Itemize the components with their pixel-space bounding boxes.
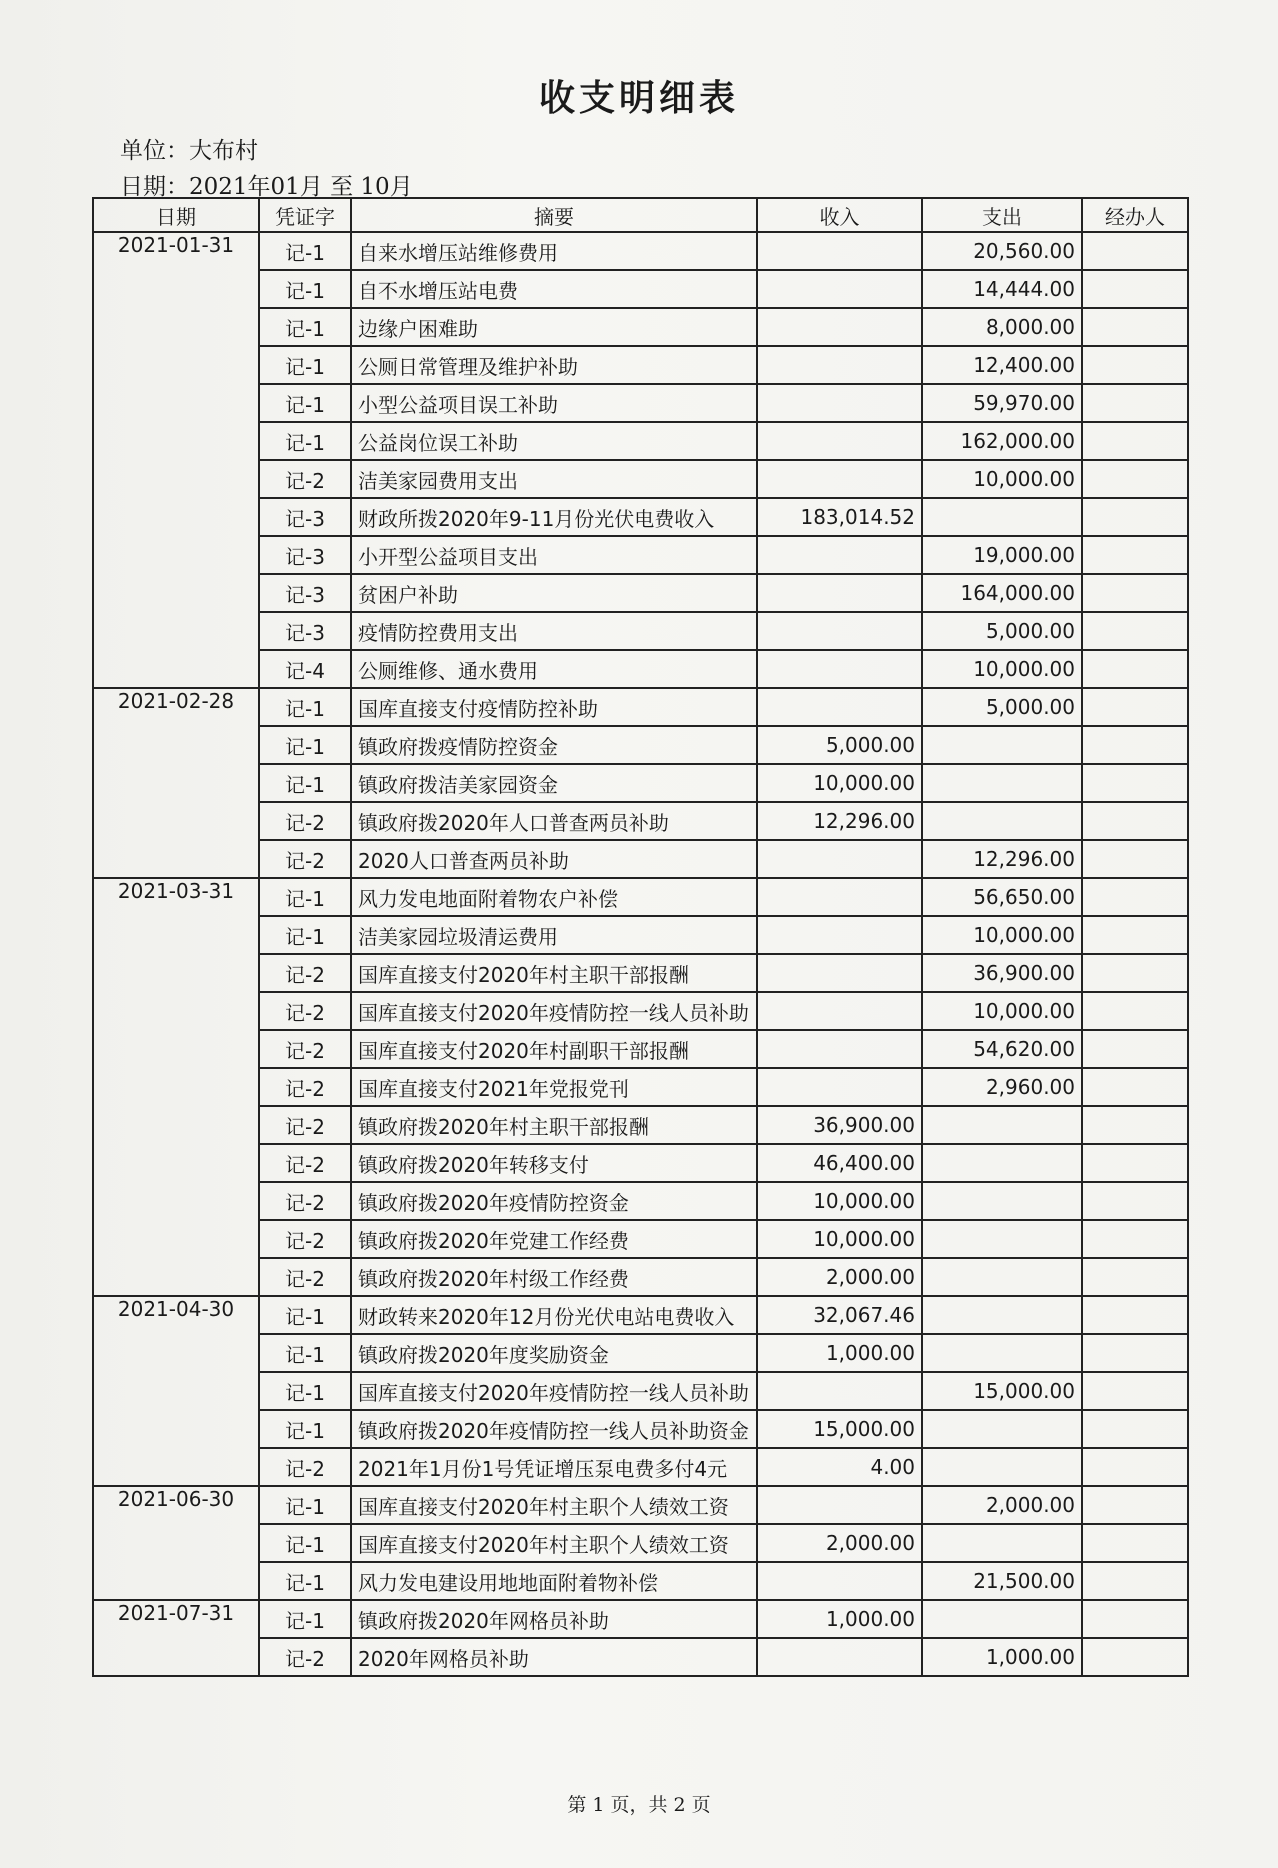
summary-cell: 国库直接支付2020年村主职干部报酬 (351, 954, 757, 992)
handler-cell (1082, 1106, 1188, 1144)
summary-cell: 国库直接支付2020年村主职个人绩效工资 (351, 1524, 757, 1562)
voucher-cell: 记-3 (259, 612, 351, 650)
handler-cell (1082, 688, 1188, 726)
income-cell: 4.00 (757, 1448, 922, 1486)
table-row (93, 1486, 1188, 1524)
income-cell: 5,000.00 (757, 726, 922, 764)
income-cell: 36,900.00 (757, 1106, 922, 1144)
voucher-cell: 记-2 (259, 954, 351, 992)
handler-cell (1082, 1562, 1188, 1600)
income-cell: 46,400.00 (757, 1144, 922, 1182)
summary-cell: 镇政府拨2020年度奖励资金 (351, 1334, 757, 1372)
voucher-cell: 记-1 (259, 726, 351, 764)
summary-cell: 国库直接支付2021年党报党刊 (351, 1068, 757, 1106)
voucher-cell: 记-2 (259, 802, 351, 840)
expense-cell: 10,000.00 (922, 650, 1082, 688)
summary-cell: 2021年1月份1号凭证增压泵电费多付4元 (351, 1448, 757, 1486)
expense-cell (922, 1600, 1082, 1638)
voucher-cell: 记-1 (259, 346, 351, 384)
summary-cell: 镇政府拨2020年转移支付 (351, 1144, 757, 1182)
income-cell (757, 422, 922, 460)
income-cell: 2,000.00 (757, 1524, 922, 1562)
date-cell: 2021-02-28 (93, 688, 259, 878)
voucher-cell: 记-3 (259, 574, 351, 612)
header-expense: 支出 (922, 198, 1082, 232)
handler-cell (1082, 460, 1188, 498)
expense-cell (922, 1448, 1082, 1486)
table-row (93, 878, 1188, 916)
expense-cell (922, 726, 1082, 764)
handler-cell (1082, 764, 1188, 802)
handler-cell (1082, 1600, 1188, 1638)
expense-cell (922, 1144, 1082, 1182)
expense-cell: 10,000.00 (922, 460, 1082, 498)
voucher-cell: 记-1 (259, 688, 351, 726)
income-cell (757, 346, 922, 384)
summary-cell: 镇政府拨2020年村级工作经费 (351, 1258, 757, 1296)
handler-cell (1082, 992, 1188, 1030)
voucher-cell: 记-4 (259, 650, 351, 688)
table-row (93, 1600, 1188, 1638)
handler-cell (1082, 1410, 1188, 1448)
handler-cell (1082, 802, 1188, 840)
summary-cell: 疫情防控费用支出 (351, 612, 757, 650)
date-cell: 2021-01-31 (93, 232, 259, 688)
expense-cell (922, 1524, 1082, 1562)
voucher-cell: 记-2 (259, 460, 351, 498)
summary-cell: 公厕日常管理及维护补助 (351, 346, 757, 384)
income-cell (757, 688, 922, 726)
expense-cell: 59,970.00 (922, 384, 1082, 422)
income-cell: 10,000.00 (757, 1220, 922, 1258)
expense-cell (922, 1334, 1082, 1372)
header-row (93, 198, 1188, 232)
income-cell: 10,000.00 (757, 764, 922, 802)
summary-cell: 国库直接支付2020年村主职个人绩效工资 (351, 1486, 757, 1524)
voucher-cell: 记-2 (259, 1448, 351, 1486)
handler-cell (1082, 1220, 1188, 1258)
voucher-cell: 记-1 (259, 1562, 351, 1600)
income-cell (757, 1068, 922, 1106)
handler-cell (1082, 1372, 1188, 1410)
date-range-line: 日期：2021年01月 至 10月 (120, 174, 413, 200)
page-footer: 第 1 页，共 2 页 (567, 1794, 711, 1816)
expense-cell (922, 1182, 1082, 1220)
voucher-cell: 记-1 (259, 1524, 351, 1562)
voucher-cell: 记-1 (259, 1410, 351, 1448)
handler-cell (1082, 1258, 1188, 1296)
handler-cell (1082, 1144, 1188, 1182)
table-row (93, 688, 1188, 726)
expense-cell: 164,000.00 (922, 574, 1082, 612)
voucher-cell: 记-1 (259, 1372, 351, 1410)
ledger-body (93, 232, 1188, 1676)
handler-cell (1082, 1638, 1188, 1676)
summary-cell: 镇政府拨2020年党建工作经费 (351, 1220, 757, 1258)
summary-cell: 财政转来2020年12月份光伏电站电费收入 (351, 1296, 757, 1334)
income-cell (757, 992, 922, 1030)
summary-cell: 自不水增压站电费 (351, 270, 757, 308)
summary-cell: 小开型公益项目支出 (351, 536, 757, 574)
ledger-table (92, 197, 1189, 1677)
summary-cell: 国库直接支付疫情防控补助 (351, 688, 757, 726)
expense-cell: 19,000.00 (922, 536, 1082, 574)
expense-cell: 5,000.00 (922, 688, 1082, 726)
handler-cell (1082, 1448, 1188, 1486)
expense-cell (922, 802, 1082, 840)
summary-cell: 小型公益项目误工补助 (351, 384, 757, 422)
voucher-cell: 记-1 (259, 878, 351, 916)
summary-cell: 镇政府拨2020年网格员补助 (351, 1600, 757, 1638)
unit-line: 单位：大布村 (120, 138, 258, 164)
expense-cell (922, 1258, 1082, 1296)
handler-cell (1082, 916, 1188, 954)
voucher-cell: 记-2 (259, 992, 351, 1030)
income-cell: 1,000.00 (757, 1600, 922, 1638)
handler-cell (1082, 1296, 1188, 1334)
expense-cell: 21,500.00 (922, 1562, 1082, 1600)
income-cell (757, 536, 922, 574)
table-row (93, 232, 1188, 270)
expense-cell: 15,000.00 (922, 1372, 1082, 1410)
header-date: 日期 (93, 198, 259, 232)
voucher-cell: 记-2 (259, 1182, 351, 1220)
date-cell: 2021-06-30 (93, 1486, 259, 1600)
voucher-cell: 记-1 (259, 1486, 351, 1524)
income-cell: 32,067.46 (757, 1296, 922, 1334)
expense-cell (922, 1220, 1082, 1258)
voucher-cell: 记-2 (259, 1068, 351, 1106)
handler-cell (1082, 574, 1188, 612)
income-cell (757, 878, 922, 916)
voucher-cell: 记-1 (259, 1296, 351, 1334)
header-voucher: 凭证字 (259, 198, 351, 232)
voucher-cell: 记-1 (259, 764, 351, 802)
income-cell (757, 954, 922, 992)
summary-cell: 镇政府拨2020年疫情防控资金 (351, 1182, 757, 1220)
handler-cell (1082, 1182, 1188, 1220)
voucher-cell: 记-3 (259, 498, 351, 536)
voucher-cell: 记-2 (259, 1638, 351, 1676)
voucher-cell: 记-1 (259, 422, 351, 460)
handler-cell (1082, 1334, 1188, 1372)
summary-cell: 风力发电地面附着物农户补偿 (351, 878, 757, 916)
summary-cell: 风力发电建设用地地面附着物补偿 (351, 1562, 757, 1600)
summary-cell: 镇政府拨2020年村主职干部报酬 (351, 1106, 757, 1144)
summary-cell: 自来水增压站维修费用 (351, 232, 757, 270)
summary-cell: 2020人口普查两员补助 (351, 840, 757, 878)
expense-cell (922, 1106, 1082, 1144)
voucher-cell: 记-2 (259, 1030, 351, 1068)
voucher-cell: 记-2 (259, 1144, 351, 1182)
summary-cell: 镇政府拨疫情防控资金 (351, 726, 757, 764)
summary-cell: 洁美家园费用支出 (351, 460, 757, 498)
summary-cell: 镇政府拨2020年人口普查两员补助 (351, 802, 757, 840)
handler-cell (1082, 878, 1188, 916)
income-cell: 12,296.00 (757, 802, 922, 840)
expense-cell: 56,650.00 (922, 878, 1082, 916)
income-cell (757, 460, 922, 498)
expense-cell: 20,560.00 (922, 232, 1082, 270)
expense-cell: 2,960.00 (922, 1068, 1082, 1106)
summary-cell: 镇政府拨洁美家园资金 (351, 764, 757, 802)
summary-cell: 财政所拨2020年9-11月份光伏电费收入 (351, 498, 757, 536)
income-cell (757, 1638, 922, 1676)
handler-cell (1082, 1524, 1188, 1562)
voucher-cell: 记-1 (259, 232, 351, 270)
income-cell (757, 308, 922, 346)
expense-cell: 162,000.00 (922, 422, 1082, 460)
income-cell (757, 612, 922, 650)
handler-cell (1082, 308, 1188, 346)
header-handler: 经办人 (1082, 198, 1188, 232)
date-cell: 2021-03-31 (93, 878, 259, 1296)
income-cell: 183,014.52 (757, 498, 922, 536)
expense-cell: 14,444.00 (922, 270, 1082, 308)
expense-cell (922, 764, 1082, 802)
summary-cell: 国库直接支付2020年疫情防控一线人员补助 (351, 992, 757, 1030)
header-income: 收入 (757, 198, 922, 232)
income-cell (757, 270, 922, 308)
income-cell (757, 1562, 922, 1600)
document-title: 收支明细表 (538, 77, 739, 119)
handler-cell (1082, 384, 1188, 422)
expense-cell: 12,400.00 (922, 346, 1082, 384)
income-cell (757, 1030, 922, 1068)
expense-cell: 8,000.00 (922, 308, 1082, 346)
handler-cell (1082, 232, 1188, 270)
voucher-cell: 记-1 (259, 1600, 351, 1638)
handler-cell (1082, 726, 1188, 764)
income-cell (757, 840, 922, 878)
voucher-cell: 记-2 (259, 1220, 351, 1258)
expense-cell: 1,000.00 (922, 1638, 1082, 1676)
voucher-cell: 记-1 (259, 916, 351, 954)
income-cell (757, 232, 922, 270)
summary-cell: 公益岗位误工补助 (351, 422, 757, 460)
handler-cell (1082, 1068, 1188, 1106)
voucher-cell: 记-2 (259, 840, 351, 878)
expense-cell (922, 498, 1082, 536)
expense-cell (922, 1296, 1082, 1334)
summary-cell: 贫困户补助 (351, 574, 757, 612)
income-cell: 1,000.00 (757, 1334, 922, 1372)
income-cell: 15,000.00 (757, 1410, 922, 1448)
handler-cell (1082, 270, 1188, 308)
summary-cell: 边缘户困难助 (351, 308, 757, 346)
voucher-cell: 记-3 (259, 536, 351, 574)
summary-cell: 洁美家园垃圾清运费用 (351, 916, 757, 954)
expense-cell: 12,296.00 (922, 840, 1082, 878)
table-row (93, 1296, 1188, 1334)
date-cell: 2021-04-30 (93, 1296, 259, 1486)
expense-cell: 10,000.00 (922, 916, 1082, 954)
income-cell (757, 574, 922, 612)
income-cell (757, 1486, 922, 1524)
handler-cell (1082, 536, 1188, 574)
income-cell (757, 650, 922, 688)
date-cell: 2021-07-31 (93, 1600, 259, 1676)
handler-cell (1082, 1486, 1188, 1524)
income-cell (757, 384, 922, 422)
handler-cell (1082, 840, 1188, 878)
expense-cell: 10,000.00 (922, 992, 1082, 1030)
voucher-cell: 记-1 (259, 270, 351, 308)
income-cell: 2,000.00 (757, 1258, 922, 1296)
summary-cell: 国库直接支付2020年疫情防控一线人员补助 (351, 1372, 757, 1410)
voucher-cell: 记-2 (259, 1106, 351, 1144)
expense-cell (922, 1410, 1082, 1448)
summary-cell: 公厕维修、通水费用 (351, 650, 757, 688)
voucher-cell: 记-1 (259, 308, 351, 346)
voucher-cell: 记-2 (259, 1258, 351, 1296)
handler-cell (1082, 1030, 1188, 1068)
income-cell (757, 1372, 922, 1410)
header-summary: 摘要 (351, 198, 757, 232)
summary-cell: 2020年网格员补助 (351, 1638, 757, 1676)
summary-cell: 镇政府拨2020年疫情防控一线人员补助资金 (351, 1410, 757, 1448)
voucher-cell: 记-1 (259, 1334, 351, 1372)
handler-cell (1082, 954, 1188, 992)
handler-cell (1082, 612, 1188, 650)
income-cell (757, 916, 922, 954)
income-cell: 10,000.00 (757, 1182, 922, 1220)
voucher-cell: 记-1 (259, 384, 351, 422)
summary-cell: 国库直接支付2020年村副职干部报酬 (351, 1030, 757, 1068)
expense-cell: 2,000.00 (922, 1486, 1082, 1524)
expense-cell: 5,000.00 (922, 612, 1082, 650)
handler-cell (1082, 498, 1188, 536)
expense-cell: 54,620.00 (922, 1030, 1082, 1068)
handler-cell (1082, 346, 1188, 384)
expense-cell: 36,900.00 (922, 954, 1082, 992)
handler-cell (1082, 650, 1188, 688)
handler-cell (1082, 422, 1188, 460)
